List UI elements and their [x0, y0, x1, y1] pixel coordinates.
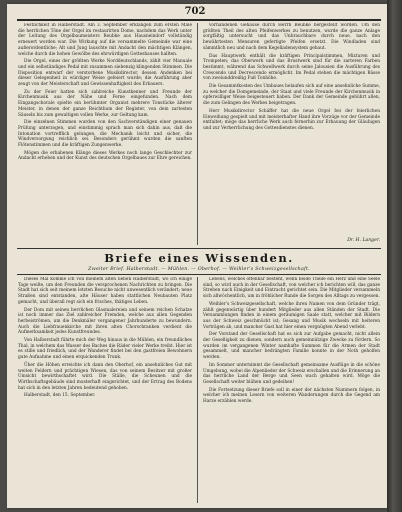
section-rule-top: [17, 248, 381, 249]
paragraph: Die Fortsetzung dieser Briefe soll in einer der nächsten Nummern folgen, in welcher ich meinen Lesern von weiteren Wanderungen durch die Gegend am Harze erzählen werde.: [203, 387, 380, 405]
paragraph: vorhandenen Gehäuse durch Herrn Reubke hergestellt worden. Um den größten Theil des alten Pfeifenwerkes zu benutzen, wurde die ganze Anlage sorgfältig untersucht und das Unbrauchbare durch neue, nach den bewährtesten Mensuren gefertigte Pfeifen ersetzt. Die Windladen sind sämmtlich neu und nach dem Kegelladensystem gebaut.: [203, 23, 380, 51]
paragraph: Weihler’s Schweizgesellschaft, welche ihren Namen von dem Gründer trägt, zählt gegenwärtig über hundert Mitglieder aus allen Ständen der Stadt. Die Versammlungen finden in einem geräumigen Saale statt, welcher mit Bildern aus der Schweiz geschmückt ist; Gesang und Musik wechseln mit heiteren Vorträgen ab, und mancher Gast hat hier einen vergnügten Abend verlebt.: [203, 301, 380, 330]
paragraph: Der Vorstand der Gesellschaft hat es sich zur Aufgabe gemacht, nicht allein der Geselligkeit zu dienen, sondern auch gemeinnützige Zwecke zu fördern. So wurden im vergangenen Winter namhafte Summen für die Armen der Stadt gesammelt, und mancher bedrängten Familie konnte in der Noth geholfen werden.: [203, 332, 380, 361]
paragraph: Herr Musikdirector Schäffer hat die neue Orgel bei der feierlichen Einweihung gespielt und mit meisterhafter Hand ihre Vorzüge vor der Gemeinde entfaltet; möge das herrliche Werk auch fernerhin zur Erbauung der Gläubigen und zur Verherrlichung des Gottesdienstes dienen.: [203, 108, 380, 131]
paragraph: Die Gesammtkosten des Umbaues belaufen sich auf eine ansehnliche Summe, zu welcher die Domgemeinde, der Staat und viele Freunde der Kirchenmusik in opferwilliger Weise beigesteuert haben. Der Dank der Gemeinde gebührt allen, die zum Gelingen des Werkes beigetragen.: [203, 84, 380, 107]
section-subtitle: Zweiter Brief. Halberstadt. — Mühlen. — Oberhof. — Weihler’s Schweizgesellschaft.: [88, 267, 310, 272]
paragraph: Das Hauptwerk enthält die kräftigen Principalstimmen, Mixturen und Trompeten; das Oberwerk und das Brustwerk sind für die zarteren Farben bestimmt, während das Schwellwerk durch seine Jalousien die Ausführung des Crescendo und Decrescendo ermöglicht. Im Pedal stehen die mächtigen Bässe von zweiunddreißig Fuß Tonhöhe.: [203, 53, 380, 82]
top-right-column: [203, 23, 380, 237]
paragraph: Die einzelnen Stimmen wurden von den Sachverständigen einer genauen Prüfung unterzogen, und einstimmig sprach man sich dahin aus, daß die Intonation vortrefflich gelungen, die Mechanik leicht und sicher, die Windversorgung reichlich sei. Besonders gerühmt wurden die sanften Flötenstimmen und die kräftigen Zungenwerke.: [18, 120, 192, 149]
header-rule: [17, 19, 381, 21]
letters-right-column: [203, 277, 380, 503]
paragraph: Halberstadt, den 15. September.: [24, 393, 96, 399]
paragraph: Zu der Feier hatten sich zahlreiche Kunstkenner und Freunde der Kirchenmusik aus der Nähe und Ferne eingefunden. Nach dem Eingangschorale spielte ein berühmter Organist mehrere Tonstücke älterer Meister, in denen der ganze Reichthum der Register, von dem zartesten Säuseln bis zum gewaltigen vollen Werke, zur Geltung kam.: [18, 89, 192, 118]
section-title: Briefe eines Wissenden.: [104, 251, 294, 265]
page-number: 702: [184, 6, 206, 17]
section-rule-bottom: [17, 274, 381, 275]
column-divider: [197, 23, 198, 245]
paragraph: Im Sommer unternimmt die Gesellschaft gemeinsame Ausflüge in die schöne Umgebung, wobei die Alpenlieder der Schweiz erschallen und die Erinnerung an das herrliche Land der Berge und Seen wach gehalten wird. Möge die Gesellschaft weiter blühen und gedeihen!: [203, 362, 380, 385]
paragraph: Der Dom mit seinen herrlichen Glasmalereien und seinem reichen Schatze ist noch immer das Ziel zahlreicher Fremden, welche aus allen Gegenden herbeiströmen, um die Denkmäler vergangener Jahrhunderte zu bewundern. Auch die Liebfrauenkirche mit ihren alten Chorschranken verdient die Aufmerksamkeit jedes Kunstfreundes.: [18, 307, 192, 336]
author-signature: Dr. H. Langer.: [347, 238, 380, 243]
paragraph: Über die Höhen erreichte ich dann den Oberhof, ein ansehnliches Gut mit weiten Feldern und prächtigen Wiesen, das von seinem Besitzer mit großer Umsicht bewirthschaftet wird. Die Ställe, die Scheunen und die Wirthschaftsgebäude sind musterhaft eingerichtet, und der Ertrag des Bodens hat sich in den letzten Jahren bedeutend gehoben.: [18, 362, 192, 391]
paragraph: Mögen die erhabenen Klänge dieses Werkes noch lange Geschlechter zur Andacht erheben und der Kunst des deutschen Orgelbaues zur Ehre gereichen.: [18, 150, 192, 162]
binding-edge: [387, 0, 402, 512]
paragraph: Lebens, welches offenbar besteht, wenn beide Theile ein Herz und eine Seele sind, so wird auch in der Gesellschaft, von welcher ich berichten will, das ganze Streben nach Einigkeit und Eintracht gerichtet sein. Die Mitglieder versammeln sich allwöchentlich, um in fröhlicher Runde die Sorgen des Alltags zu vergessen.: [203, 277, 380, 300]
paragraph: Von Halberstadt führte mich der Weg hinaus in die Mühlen, ein freundliches Thal, in welchem das Wasser des Baches die Räder vieler Werke treibt. Hier ist es stille und friedlich, und der Wanderer findet bei den gastfreien Bewohnern gute Aufnahme und einen erquickenden Trunk.: [18, 338, 192, 361]
paragraph: Die Orgel, eines der größten Werke Norddeutschlands, zählt vier Manuale und ein selbständiges Pedal mit zusammen siebenzig klingenden Stimmen. Die Disposition entwarf der verstorbene Musikdirector, dessen Andenken bei dieser Gelegenheit in würdiger Weise gefeiert wurde; die Ausführung aber zeugt von der Meisterschaft und Gewissenhaftigkeit des Erbauers.: [18, 59, 192, 88]
paragraph: Festlichkeit in Halberstadt. Am 3. September erklangen zum ersten Male die herrlichen Töne der Orgel im restaurirten Dome, nachdem das Werk unter der Leitung des Orgelbaumeisters Reubke aus Hausneindorf vollständig erneuert worden war. Die Wirkung auf die versammelte Gemeinde war eine außerordentliche; Alt und Jung lauschte mit Andacht den mächtigen Klängen, welche durch die hohen Gewölbe des ehrwürdigen Gotteshauses hallten.: [18, 23, 192, 57]
top-left-column: [18, 23, 192, 245]
paragraph: Dieses Mal komme ich von meinem alten lieben Halberstadt, wo ich einige Tage weilte, um den Freunden die versprochenen Nachrichten zu bringen. Die Stadt hat sich seit meinem letzten Besuche nicht unwesentlich verändert; neue Straßen sind entstanden, alte Häuser haben stattlichen Neubauten Platz gemacht, und überall regt sich ein frisches, thätiges Leben.: [18, 277, 192, 305]
letters-left-column: [18, 277, 192, 503]
column-divider: [197, 277, 198, 503]
